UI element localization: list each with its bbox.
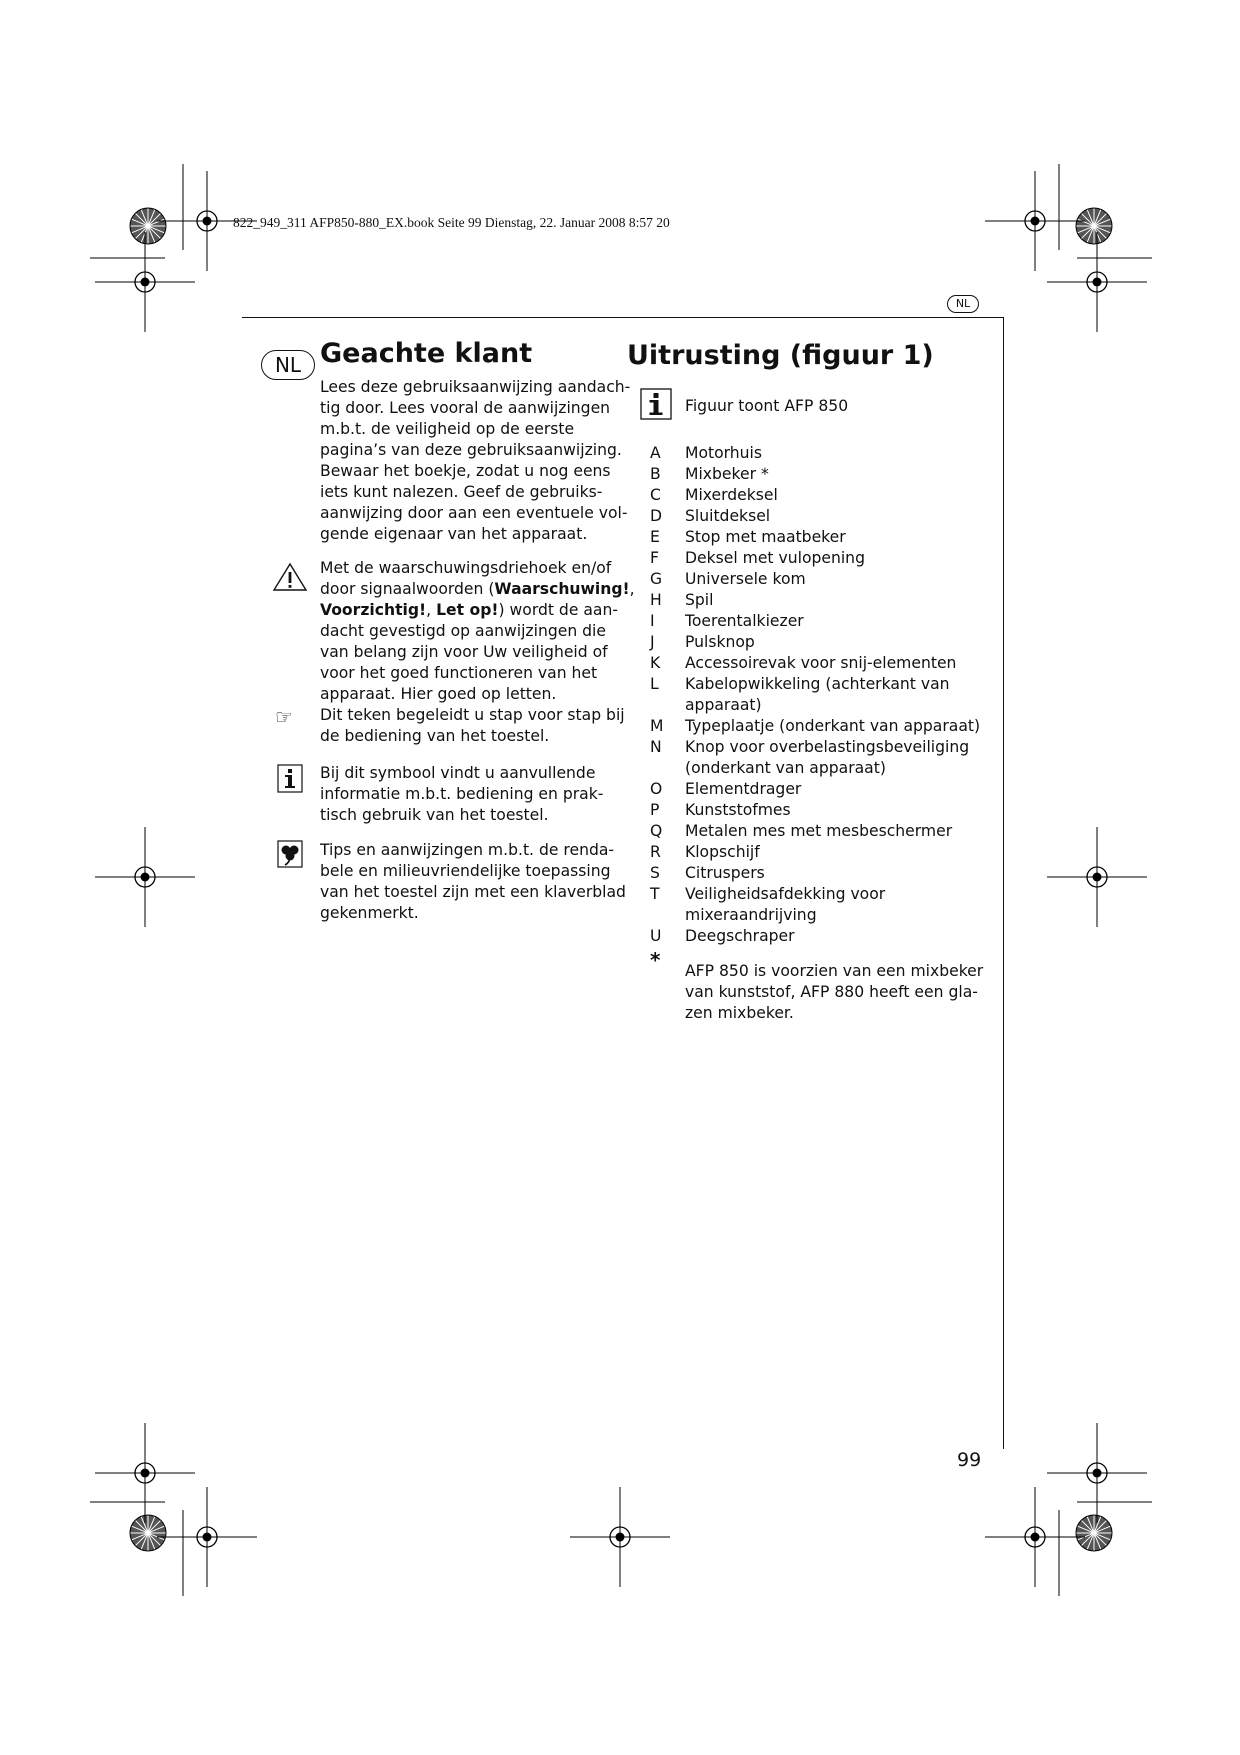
warning-line: van belang zijn voor Uw veiligheid of (320, 643, 608, 661)
info-line: Bij dit symbool vindt u aanvullende (320, 764, 596, 782)
item-label: Deksel met vulopening (685, 549, 865, 567)
info-icon (640, 388, 672, 420)
item-label: Knop voor overbelastingsbeveiliging (685, 738, 970, 756)
item-label: Mixerdeksel (685, 486, 778, 504)
file-info-header: 822_949_311 AFP850-880_EX.book Seite 99 Dienstag, 22. Januar 2008 8:57 20 (233, 215, 670, 230)
item-letter: A (650, 444, 661, 462)
intro-line: iets kunt nalezen. Geef de gebruiks- (320, 483, 603, 501)
info-line: tisch gebruik van het toestel. (320, 806, 549, 824)
list-item (650, 653, 957, 674)
item-letter: P (650, 801, 660, 819)
item-label: Kabelopwikkeling (achterkant van (685, 675, 950, 693)
item-label: Citruspers (685, 864, 765, 882)
item-letter: H (650, 591, 662, 609)
item-letter: B (650, 465, 661, 483)
intro-line: m.b.t. de veiligheid op de eerste (320, 420, 575, 438)
page-number: 99 (957, 1449, 982, 1471)
right-rule (1003, 317, 1004, 1449)
item-label: Mixbeker * (685, 465, 769, 483)
section-title-equipment: Uitrusting (figuur 1) (627, 340, 934, 371)
item-letter: U (650, 927, 662, 945)
item-letter: T (650, 885, 660, 903)
item-letter: E (650, 528, 660, 546)
footnote-asterisk: * (650, 948, 661, 972)
list-item (650, 632, 945, 653)
item-letter: D (650, 507, 663, 525)
language-badge: NL (261, 350, 315, 380)
info-paragraph (320, 763, 603, 826)
list-item (650, 590, 945, 611)
warning-line: apparaat. Hier goed op letten. (320, 685, 557, 703)
intro-line: aanwijzing door aan een eventuele vol- (320, 504, 628, 522)
warning-paragraph (320, 558, 635, 705)
item-label: Sluitdeksel (685, 507, 771, 525)
list-item (650, 611, 945, 632)
section-title-dear-customer: Geachte klant (320, 338, 533, 369)
separator: , (629, 580, 635, 598)
list-item (650, 863, 945, 884)
item-label: Pulsknop (685, 633, 755, 651)
item-label: Klopschijf (685, 843, 760, 861)
list-item (650, 485, 945, 506)
top-rule (242, 317, 1004, 318)
item-letter: O (650, 780, 663, 798)
item-label: Stop met maatbeker (685, 528, 846, 546)
figure-note: Figuur toont AFP 850 (685, 397, 849, 415)
footnote-line: zen mixbeker. (685, 1004, 794, 1022)
cloverleaf-icon (277, 840, 303, 868)
list-item (650, 926, 945, 947)
item-label-continued: mixeraandrijving (685, 906, 817, 924)
item-letter: N (650, 738, 662, 756)
item-letter: Q (650, 822, 663, 840)
language-badge-small: NL (947, 295, 979, 313)
list-item (650, 737, 970, 779)
list-item (650, 779, 945, 800)
list-item (650, 464, 945, 485)
list-item (650, 716, 981, 737)
step-line: Dit teken begeleidt u stap voor stap bij (320, 706, 625, 724)
item-letter: L (650, 675, 659, 693)
item-label: Elementdrager (685, 780, 802, 798)
item-letter: G (650, 570, 663, 588)
warning-line (320, 600, 635, 621)
item-label: Spil (685, 591, 714, 609)
tips-line: bele en milieuvriendelijke toepassing (320, 862, 611, 880)
item-label-continued: (onderkant van apparaat) (685, 759, 886, 777)
intro-paragraph (320, 377, 630, 545)
intro-line: tig door. Lees vooral de aanwijzingen (320, 399, 611, 417)
item-label-continued: apparaat) (685, 696, 762, 714)
item-letter: J (650, 633, 655, 651)
footnote-line: van kunststof, AFP 880 heeft een gla- (685, 983, 978, 1001)
item-letter: C (650, 486, 661, 504)
tips-line: Tips en aanwijzingen m.b.t. de renda- (320, 841, 615, 859)
item-label: Motorhuis (685, 444, 763, 462)
list-item (650, 842, 945, 863)
item-letter: K (650, 654, 661, 672)
equipment-list (650, 443, 981, 947)
item-label: Toerentalkiezer (685, 612, 804, 630)
list-item (650, 443, 945, 464)
step-line: de bediening van het toestel. (320, 727, 550, 745)
list-item (650, 506, 945, 527)
signal-word-caution: Voorzichtig! (320, 601, 427, 619)
warning-line (320, 579, 635, 600)
intro-line: Bewaar het boekje, zodat u nog eens (320, 462, 611, 480)
list-item (650, 821, 953, 842)
signal-word-attention: Let op! (436, 601, 499, 619)
item-label: Accessoirevak voor snij-elementen (685, 654, 957, 672)
step-paragraph (320, 705, 625, 747)
warning-triangle-icon (272, 562, 308, 592)
tips-line: gekenmerkt. (320, 904, 419, 922)
tips-paragraph (320, 840, 626, 924)
list-item (650, 674, 950, 716)
item-letter: I (650, 612, 655, 630)
warning-line: Met de waarschuwingsdriehoek en/of (320, 559, 612, 577)
warning-text: door signaalwoorden ( (320, 580, 495, 598)
item-label: Universele kom (685, 570, 806, 588)
intro-line: gende eigenaar van het apparaat. (320, 525, 588, 543)
item-letter: M (650, 717, 664, 735)
list-item (650, 800, 945, 821)
separator: , (426, 601, 437, 619)
tips-line: van het toestel zijn met een klaverblad (320, 883, 626, 901)
footnote-line: AFP 850 is voorzien van een mixbeker (685, 962, 984, 980)
list-item (650, 884, 945, 926)
list-item (650, 527, 945, 548)
info-line: informatie m.b.t. bediening en prak- (320, 785, 604, 803)
item-label: Kunststofmes (685, 801, 791, 819)
footnote-paragraph (685, 961, 983, 1024)
warning-text: ) wordt de aan- (498, 601, 618, 619)
intro-line: Lees deze gebruiksaanwijzing aandach- (320, 378, 631, 396)
pointing-hand-icon: ☞ (275, 705, 293, 729)
item-letter: S (650, 864, 660, 882)
list-item (650, 569, 945, 590)
signal-word-warning: Waarschuwing! (494, 580, 630, 598)
item-label: Veiligheidsafdekking voor (685, 885, 886, 903)
item-label: Typeplaatje (onderkant van apparaat) (685, 717, 981, 735)
intro-line: pagina’s van deze gebruiksaanwijzing. (320, 441, 622, 459)
item-label: Metalen mes met mesbeschermer (685, 822, 953, 840)
item-label: Deegschraper (685, 927, 795, 945)
warning-line: dacht gevestigd op aanwijzingen die (320, 622, 606, 640)
list-item (650, 548, 945, 569)
item-letter: F (650, 549, 659, 567)
info-icon (277, 764, 303, 793)
warning-line: voor het goed functioneren van het (320, 664, 598, 682)
item-letter: R (650, 843, 661, 861)
